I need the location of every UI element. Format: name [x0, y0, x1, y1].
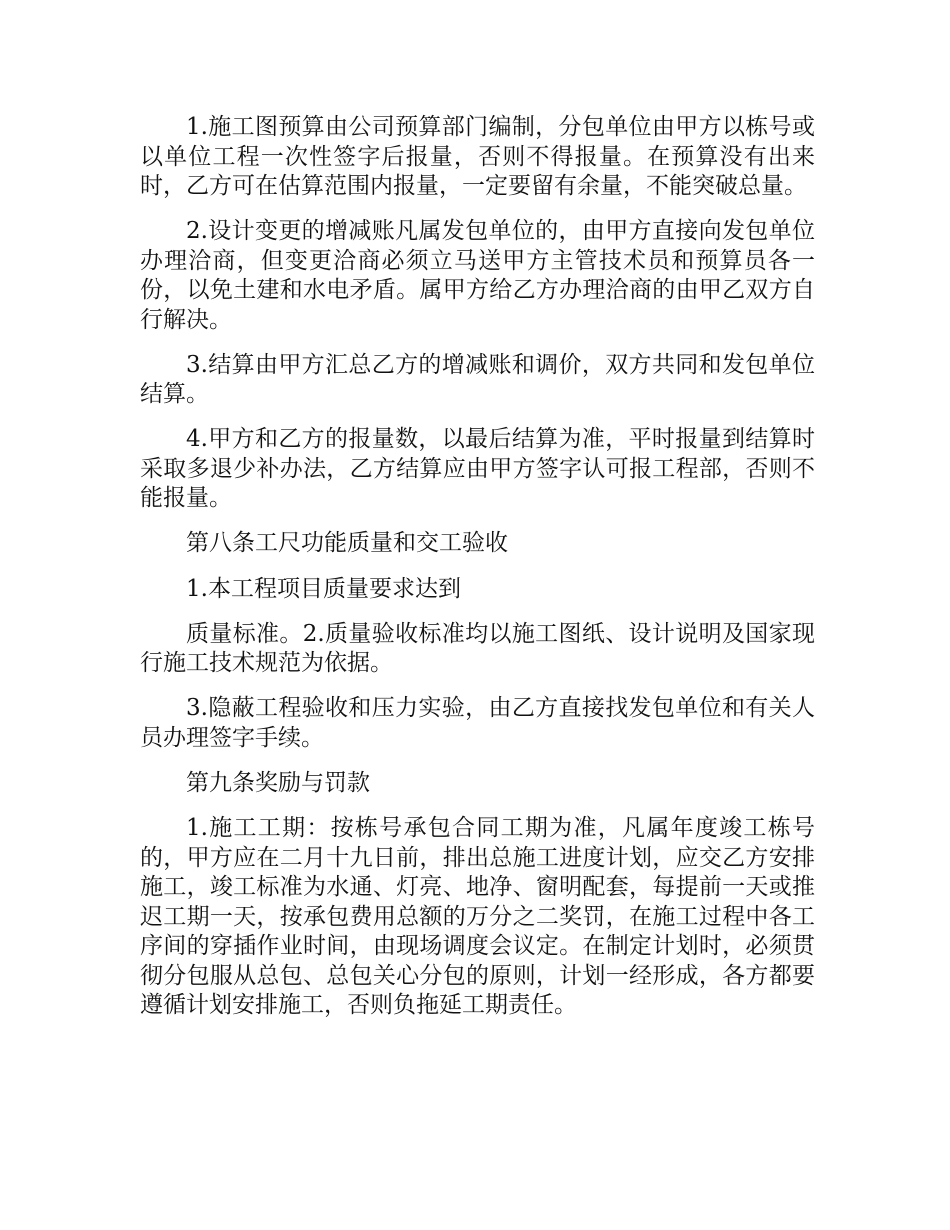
paragraph-budget-compilation: 1.施工图预算由公司预算部门编制，分包单位由甲方以栋号或以单位工程一次性签字后报量，否则不得报量。在预算没有出来时，乙方可在估算范围内报量，一定要留有余量，不能突破总量。: [140, 114, 815, 199]
paragraph-construction-period: 1.施工工期：按栋号承包合同工期为准，凡属年度竣工栋号的，甲方应在二月十九日前，排出总施工进度计划，应交乙方安排施工，竣工标准为水通、灯亮、地净、窗明配套，每提前一天或推迟工期一天，按承包费用总额的万分之二奖罚，在施工过程中各工序间的穿插作业时间，由现场调度会议定。在制定计划时，必须贯彻分包服从总包、总包关心分包的原则，计划一经形成，各方都要遵循计划安排施工，否则负拖延工期责任。: [140, 815, 815, 1018]
paragraph-design-change: 2.设计变更的增减账凡属发包单位的，由甲方直接向发包单位办理洽商，但变更洽商必须立马送甲方主管技术员和预算员各一份，以免土建和水电矛盾。属甲方给乙方办理洽商的由甲乙双方自行解决。: [140, 218, 815, 333]
paragraph-quality-requirement: 1.本工程项目质量要求达到: [186, 575, 461, 602]
paragraph-quality-standard: 质量标准。2.质量验收标准均以施工图纸、设计说明及国家现行施工技术规范为依据。: [140, 620, 815, 676]
paragraph-settlement: 3.结算由甲方汇总乙方的增减账和调价，双方共同和发包单位结算。: [140, 351, 815, 407]
paragraph-concealed-works: 3.隐蔽工程验收和压力实验，由乙方直接找发包单位和有关人员办理签字手续。: [140, 695, 815, 751]
section-heading-article-8: 第八条工尺功能质量和交工验收: [186, 530, 508, 556]
section-heading-article-9: 第九条奖励与罚款: [186, 769, 370, 796]
paragraph-reported-quantity: 4.甲方和乙方的报量数，以最后结算为准，平时报量到结算时采取多退少补办法，乙方结算应由甲方签字认可报工程部，否则不能报量。: [140, 426, 815, 511]
document-page: [140, 113, 815, 1036]
